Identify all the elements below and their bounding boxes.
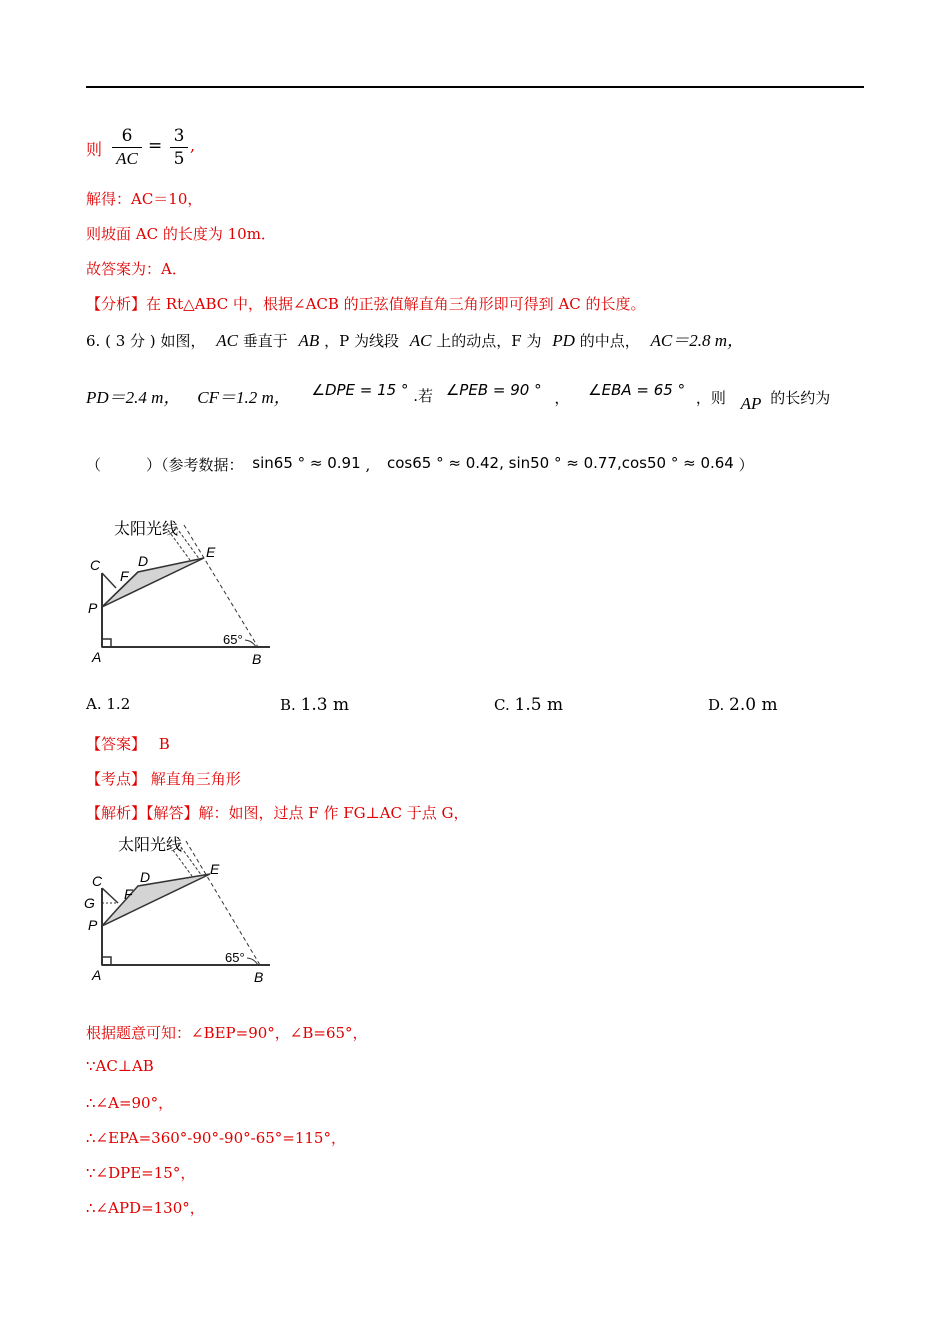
solution-step-6: ∴∠APD=130°， — [86, 1199, 205, 1217]
fraction-denominator: 5 — [173, 149, 185, 169]
sunlight-ray-eb — [184, 525, 258, 647]
fraction-6-over-ac — [112, 126, 142, 169]
option-value: 1.3 m — [300, 695, 350, 715]
right-angle-mark — [102, 957, 111, 965]
question-text: 的中点， — [579, 332, 640, 350]
label-f: F — [124, 886, 133, 902]
fraction-3-over-5 — [170, 126, 188, 169]
label-f: F — [120, 568, 129, 584]
option-a[interactable] — [86, 695, 130, 713]
math-pd-value: PD＝2.4 m， — [86, 388, 181, 407]
question-figure — [80, 510, 280, 675]
reference-sin65: sin65 ° ≈ 0.91 — [252, 454, 361, 472]
fraction-denominator: AC — [116, 149, 138, 168]
option-value: 1.5 m — [514, 695, 564, 715]
math-ap: AP — [740, 394, 762, 413]
angle-label: 65° — [223, 632, 243, 647]
question-text: 的长约为 — [770, 389, 831, 407]
figure-title: 太阳光线 — [118, 837, 183, 854]
triangle-pde — [102, 874, 210, 926]
answer-line: 故答案为：A． — [86, 260, 187, 278]
label-e: E — [206, 544, 216, 560]
label-a: A — [92, 649, 102, 665]
option-value: 2.0 m — [729, 695, 778, 715]
solve-line: 解得：AC＝10， — [86, 190, 203, 208]
conclusion-line: 则坡面 AC 的长度为 10m． — [86, 225, 276, 243]
triangle-pde — [102, 558, 204, 607]
option-d[interactable] — [708, 695, 778, 715]
answer-tag: 【答案】 — [86, 735, 147, 753]
sunlight-ray-eb — [186, 841, 260, 965]
header-rule — [86, 86, 864, 88]
solution-step-1: 根据题意可知：∠BEP=90°，∠B=65°， — [86, 1024, 368, 1042]
math-pd: PD — [552, 331, 575, 350]
segment-cf — [102, 888, 118, 903]
question-text: 垂直于 — [242, 332, 288, 350]
fraction-numerator: 6 — [121, 126, 133, 146]
math-ac: AC — [216, 331, 238, 350]
question-text: .若 — [413, 387, 434, 405]
segment-cf — [102, 573, 116, 588]
angle-arc — [247, 958, 258, 965]
label-e: E — [210, 861, 220, 877]
question-text: , — [365, 456, 371, 474]
kaodian-row — [86, 768, 241, 789]
solution-step-5: ∵∠DPE=15°， — [86, 1164, 196, 1182]
label-g: G — [84, 895, 95, 911]
angle-eba: ∠EBA = 65 ° — [588, 381, 686, 399]
reference-values: cos65 ° ≈ 0.42, sin50 ° ≈ 0.77,cos50 ° ≈ 0.64 — [387, 454, 734, 472]
answer-row — [86, 733, 170, 754]
kaodian-tag: 【考点】 — [86, 770, 147, 788]
question-text: ， — [554, 389, 570, 407]
kaodian-value: 解直角三角形 — [150, 770, 241, 788]
label-b: B — [252, 651, 262, 667]
label-p: P — [88, 917, 98, 933]
option-letter: D. — [708, 696, 725, 714]
label-p: P — [88, 600, 98, 616]
angle-dpe: ∠DPE = 15 ° — [311, 381, 409, 399]
solution-step-2: ∵AC⊥AB — [86, 1057, 154, 1075]
solution-step-4: ∴∠EPA=360°-90°-90°-65°=115°， — [86, 1129, 346, 1147]
math-ab: AB — [298, 331, 320, 350]
fraction-numerator: 3 — [173, 126, 185, 146]
math-ac-value: AC＝2.8 m， — [650, 331, 744, 350]
option-letter: C. — [494, 696, 510, 714]
label-d: D — [138, 553, 149, 569]
question-number: 6. — [86, 332, 101, 350]
question-line-2 — [86, 381, 831, 413]
question-line-3 — [86, 454, 754, 475]
question-text: ，P 为线段 — [324, 332, 399, 350]
figure-title: 太阳光线 — [114, 521, 179, 538]
option-c[interactable] — [494, 695, 563, 715]
answer-blank-and-reference: （ ）（参考数据： — [86, 456, 244, 474]
comma: , — [190, 136, 196, 155]
label-c: C — [90, 557, 101, 573]
question-line-1 — [86, 326, 744, 351]
jiexi-row: 【解析】【解答】解：如图，过点 F 作 FG⊥AC 于点 G， — [86, 804, 469, 822]
solution-step-3: ∴∠A=90°， — [86, 1094, 174, 1112]
analysis-line: 【分析】在 Rt△ABC 中，根据∠ACB 的正弦值解直角三角形即可得到 AC 的长度。 — [86, 295, 646, 313]
angle-peb: ∠PEB = 90 ° — [445, 381, 542, 399]
equals-sign: = — [148, 136, 163, 156]
option-letter: B. — [280, 696, 296, 714]
question-text: 如图， — [160, 332, 206, 350]
label-c: C — [92, 873, 103, 889]
option-value: 1.2 — [106, 695, 131, 713]
angle-label: 65° — [225, 950, 245, 965]
right-angle-mark — [102, 639, 111, 647]
option-letter: A. — [86, 695, 102, 713]
label-a: A — [92, 967, 102, 983]
option-b[interactable] — [280, 695, 349, 715]
solution-figure — [80, 826, 280, 986]
question-text: ） — [738, 456, 754, 474]
question-score: ( 3 分 ) — [105, 332, 156, 350]
sunlight-ray — [168, 530, 190, 560]
label-b: B — [254, 969, 264, 985]
label-d: D — [140, 869, 151, 885]
text-ze: 则 — [86, 140, 103, 159]
answer-value: B — [158, 735, 170, 753]
question-text: ，则 — [695, 389, 726, 407]
question-text: 上的动点，F 为 — [436, 332, 542, 350]
math-ac: AC — [409, 331, 432, 350]
math-cf-value: CF＝1.2 m， — [197, 388, 291, 407]
